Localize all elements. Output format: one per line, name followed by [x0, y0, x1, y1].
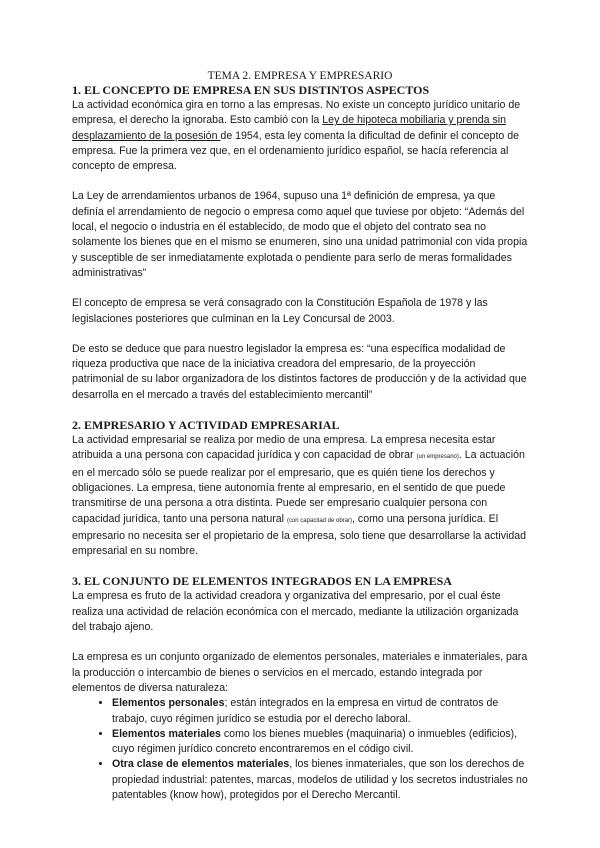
- section-2-p1-end: , como una persona jurídica. El empresario no necesita ser el propietario de la empresa, solo tiene que desarrollarse la actividad empresarial en su nombre.: [72, 512, 527, 558]
- section-1-paragraph-2: La Ley de arrendamientos urbanos de 1964, supuso una 1ª definición de empresa, ya que definía el arrendamiento de negocio o empresa como aquel que tuviese por objeto: “Además del local, el negocio o industria en él establecido, de modo que el objeto del contrato sea no solamente los bienes que en el mismo se enumeren, sino una unidad patrimonial con vida propia y susceptible de ser inmediatamente explotada o pendiente para serlo de meras formalidades administrativas”: [72, 190, 528, 279]
- list-item-text: como los bienes muebles (maquinaria) o inmuebles (edificios), cuyo régimen jurídico concreto encontraremos en el código civil.: [112, 727, 518, 756]
- section-3-paragraph-1: La empresa es fruto de la actividad creadora y organizativa del empresario, por el cual éste realiza una actividad de relación económica con el mercado, mediante la utilización organizada del trabajo ajeno.: [72, 590, 519, 634]
- section-2-p1-middle: . La actuación en el mercado sólo se puede realizar por el empresario, que es quién tiene los derechos y obligaciones. La empresa, tiene autonomía frente al empresario, en el sentido de que puede transmitirse de una persona a otra distinta. Puede ser empresario cualquier persona con capacidad jurídica, tanto una persona natural: [72, 449, 525, 525]
- section-1-paragraph-3: El concepto de empresa se verá consagrado con la Constitución Española de 1978 y las legislaciones posteriores que culminan en la Ley Concursal de 2003.: [72, 297, 488, 325]
- elements-list: [72, 696, 528, 803]
- document-title: TEMA 2. EMPRESA Y EMPRESARIO: [207, 70, 393, 82]
- section-2-heading: 2. EMPRESARIO Y ACTIVIDAD EMPRESARIAL: [72, 418, 340, 433]
- law-reference-underlined: Ley de hipoteca mobiliaria y prenda sin desplazamiento de la posesión: [72, 114, 507, 142]
- list-item: [112, 727, 528, 758]
- list-item-text: ; están integrados en la empresa en virtud de contratos de trabajo, cuyo régimen jurídico se estudia por el derecho laboral.: [112, 697, 499, 725]
- list-item: [112, 696, 528, 727]
- section-1-paragraph-1: [72, 98, 528, 174]
- section-1-p1-end: de 1954, esta ley comenta la dificultad de definir el concepto de empresa. Fue la primera vez que, en el ordenamiento jurídico español, se hacía referencia al concepto de empresa.: [72, 129, 520, 173]
- section-1-p1-start: La actividad económica gira en torno a las empresas. No existe un concepto jurídico unitario de empresa, el derecho la ignoraba. Esto cambió con la: [72, 99, 521, 127]
- section-1-paragraph-4: De esto se deduce que para nuestro legislador la empresa es: “una específica modalidad de riqueza productiva que nace de la iniciativa creadora del empresario, de la proyección patrimonial de su labor organizadora de los distintos factores de producción y de la actividad que desarrolla en el mercado a través del establecimiento mercantil”: [72, 342, 527, 401]
- list-item-text: , los bienes inmateriales, que son los derechos de propiedad industrial: patentes, marcas, modelos de utilidad y los secretos industriales no patentables (know how), protegidos por el Derecho Mercantil.: [112, 758, 528, 801]
- list-item-term: Elementos materiales: [112, 727, 221, 740]
- section-1-heading: 1. EL CONCEPTO DE EMPRESA EN SUS DISTINTOS ASPECTOS: [72, 83, 430, 97]
- section-3-heading: 3. EL CONJUNTO DE ELEMENTOS INTEGRADOS EN LA EMPRESA: [72, 574, 452, 589]
- section-2-p1-start: La actividad empresarial se realiza por medio de una empresa. La empresa necesita estar atribuida a una persona con capacidad jurídica y con capacidad de obrar: [72, 434, 496, 462]
- section-3-paragraph-2: La empresa es un conjunto organizado de elementos personales, materiales e inmateriales, para la producción o intercambio de bienes o servicios en el mercado, estando integrada por elementos de diversa naturaleza:: [72, 651, 528, 694]
- list-item-term: Otra clase de elementos materiales: [112, 758, 290, 771]
- list-item: [112, 757, 528, 803]
- document-body: [72, 69, 528, 803]
- list-item-term: Elementos personales: [112, 697, 225, 710]
- small-note-capacidad: (con capacitad de obrar): [286, 517, 353, 524]
- section-2-paragraph-1: [72, 433, 528, 559]
- small-note-empresario: (un empresario): [416, 454, 459, 461]
